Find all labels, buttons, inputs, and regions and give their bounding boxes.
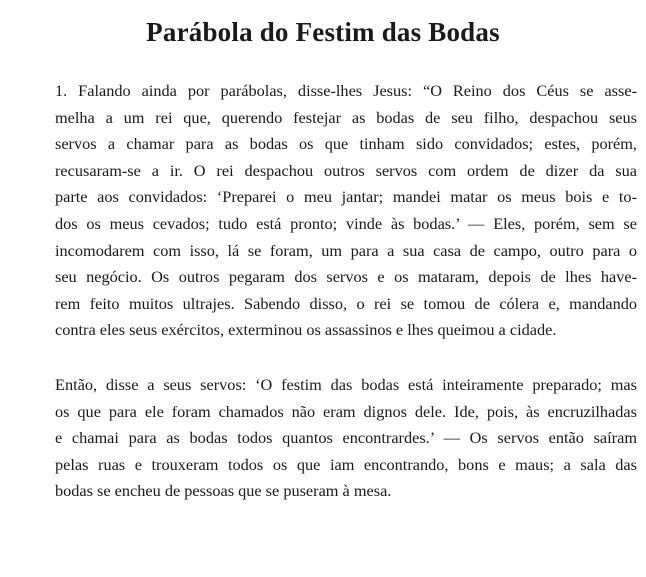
page-title: Parábola do Festim das Bodas (146, 17, 500, 47)
text-line: incomodarem com isso, lá se foram, um para a sua casa de campo, outro para o (55, 240, 637, 260)
text-line: 1. Falando ainda por parábolas, disse-lhes Jesus: “O Reino dos Céus se asse- (55, 81, 637, 100)
text-line: os que para ele foram chamados não eram dignos dele. Ide, pois, às encruzilhadas (55, 401, 637, 421)
text-line: rem feito muitos ultrajes. Sabendo disso, o rei se tomou de cólera e, mandando (55, 293, 637, 313)
text-line: melha a um rei que, querendo festejar as bodas de seu filho, despachou seus (55, 107, 637, 127)
text-line: e chamai para as bodas todos quantos encontrardes.’ — Os servos então saíram (55, 428, 637, 448)
text-line: contra eles seus exércitos, exterminou os assassinos e lhes queimou a cidade. (55, 320, 557, 340)
text-line: pelas ruas e trouxeram todos os que iam encontrando, bons e maus; a sala das (55, 454, 637, 474)
text-line: recusaram-se a ir. O rei despachou outros servos com ordem de dizer da sua (55, 160, 637, 180)
paragraph-2 (55, 372, 637, 505)
paragraph-1 (55, 78, 637, 344)
text-line: dos os meus cevados; tudo está pronto; vinde às bodas.’ — Eles, porém, sem se (55, 213, 637, 233)
text-line: parte aos convidados: ‘Preparei o meu jantar; mandei matar os meus bois e to- (55, 187, 637, 207)
text-line: servos a chamar para as bodas os que tinham sido convidados; estes, porém, (55, 134, 637, 154)
text-line: bodas se encheu de pessoas que se puseram à mesa. (55, 481, 392, 501)
text-line: seu negócio. Os outros pegaram dos servos e os mataram, depois de lhes have- (55, 267, 637, 287)
text-line: Então, disse a seus servos: ‘O festim das bodas está inteiramente preparado; mas (55, 375, 637, 394)
